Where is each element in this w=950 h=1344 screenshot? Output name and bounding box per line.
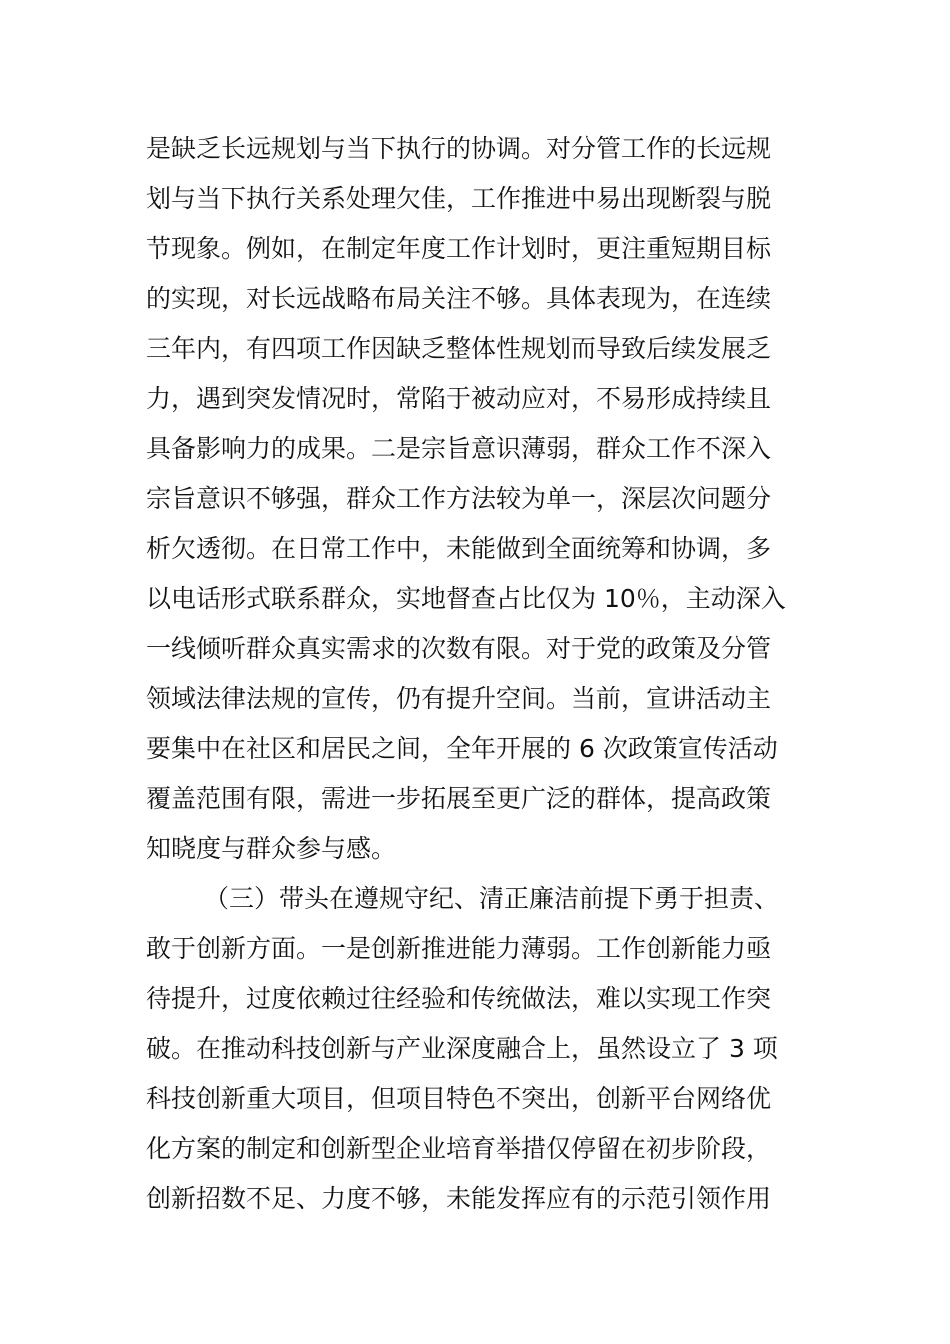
- text-line: 析欠透彻。在日常工作中，未能做到全面统筹和协调，多: [146, 534, 772, 563]
- body-text: [146, 124, 810, 1224]
- text-line: 力，遇到突发情况时，常陷于被动应对，不易形成持续且: [146, 384, 772, 413]
- text-line: 是缺乏长远规划与当下执行的协调。对分管工作的长远规: [146, 134, 772, 163]
- text-line: 破。在推动科技创新与产业深度融合上，虽然设立了 3 项: [146, 1034, 778, 1063]
- text-line: 宗旨意识不够强，群众工作方法较为单一，深层次问题分: [146, 484, 772, 513]
- text-line: 覆盖范围有限，需进一步拓展至更广泛的群体，提高政策: [146, 784, 772, 813]
- text-line: 创新招数不足、力度不够，未能发挥应有的示范引领作用: [146, 1184, 772, 1213]
- text-line: 敢于创新方面。一是创新推进能力薄弱。工作创新能力亟: [146, 934, 772, 963]
- text-line: 领域法律法规的宣传，仍有提升空间。当前，宣讲活动主: [146, 684, 772, 713]
- text-line: 的实现，对长远战略布局关注不够。具体表现为，在连续: [146, 284, 772, 313]
- text-line: 化方案的制定和创新型企业培育举措仅停留在初步阶段，: [146, 1134, 772, 1163]
- text-line: 一线倾听群众真实需求的次数有限。对于党的政策及分管: [146, 634, 772, 663]
- text-line: 要集中在社区和居民之间，全年开展的 6 次政策宣传活动: [146, 734, 778, 763]
- section-heading-line: （三）带头在遵规守纪、清正廉洁前提下勇于担责、: [204, 884, 780, 913]
- text-line: 三年内，有四项工作因缺乏整体性规划而导致后续发展乏: [146, 334, 772, 363]
- text-line: 具备影响力的成果。二是宗旨意识薄弱，群众工作不深入: [146, 434, 772, 463]
- text-line: 划与当下执行关系处理欠佳，工作推进中易出现断裂与脱: [146, 184, 772, 213]
- text-line: 科技创新重大项目，但项目特色不突出，创新平台网络优: [146, 1084, 772, 1113]
- text-line: 待提升，过度依赖过往经验和传统做法，难以实现工作突: [146, 984, 772, 1013]
- text-line: 知晓度与群众参与感。: [146, 834, 397, 863]
- text-line: 节现象。例如，在制定年度工作计划时，更注重短期目标: [146, 234, 772, 263]
- text-line: 以电话形式联系群众，实地督查占比仅为 10％，主动深入: [146, 584, 786, 613]
